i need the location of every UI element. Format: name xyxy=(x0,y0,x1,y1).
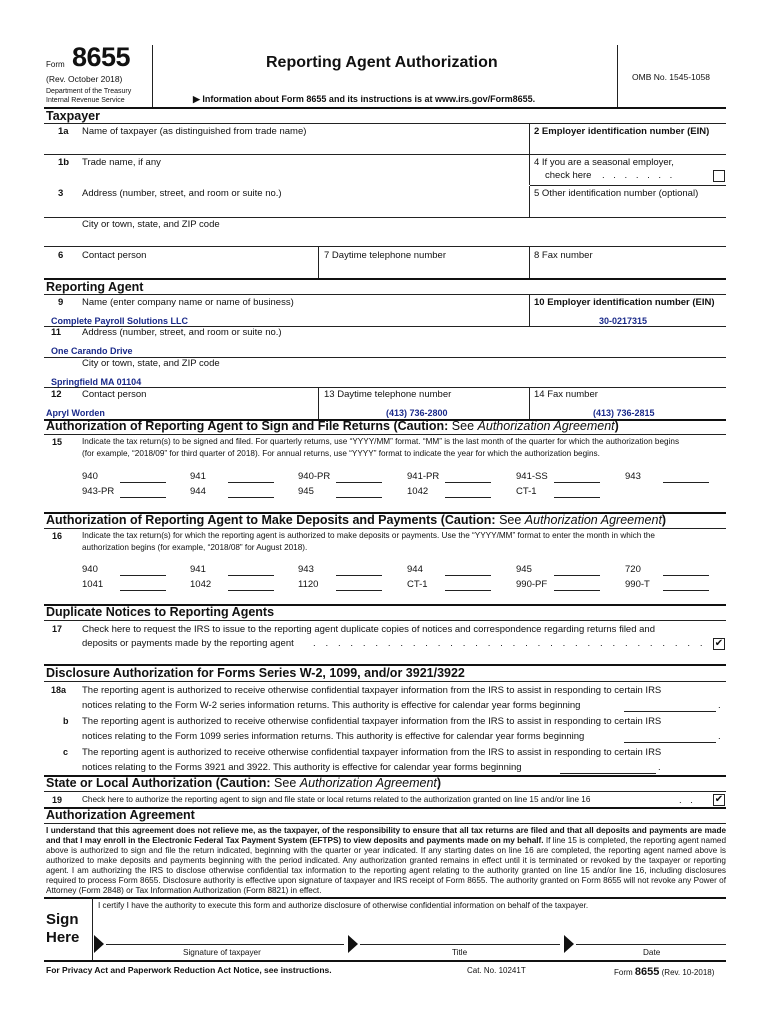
sign-file-heading xyxy=(46,419,619,433)
line15-form-label: 941-PR xyxy=(407,471,440,482)
rule xyxy=(44,387,726,388)
column-divider xyxy=(529,387,530,419)
rule xyxy=(44,246,726,247)
line15-date-field[interactable] xyxy=(554,482,600,483)
line15-date-field[interactable] xyxy=(120,482,166,483)
state-local-heading xyxy=(46,776,441,790)
header-divider-left xyxy=(152,45,153,107)
period: . xyxy=(658,762,661,773)
agreement-normal-text: If line 15 is completed, the reporting agent named above is authorized to sign and file the return indicated, beginning with the quarter or year indicated. If any starting dates on line 16 are completed, the reporting agent named above is authorized to make deposits and payments beginning with the period indicated. Any authorization granted remains in effect until it is terminated or revoked by the taxpayer or reporting agent. I am authorizing the IRS to disclose otherwise confidential tax information to the reporting agent relating to the authority granted on line 15 and/or line 16, including disclosures required to process Form 8655. Disclosure authority is effective upon signature of taxpayer and IRS receipt of Form 8655. The authority granted on Form 8655 will not revoke any Power of Attorney (Form 2848) or Tax Information Authorization (Form 8821) in effect. xyxy=(46,836,726,895)
line15-date-field[interactable] xyxy=(663,482,709,483)
caution-open: ( xyxy=(215,776,220,790)
line16-date-field[interactable] xyxy=(445,590,491,591)
caution-label: Caution: xyxy=(219,776,271,790)
other-id-field[interactable] xyxy=(534,200,724,216)
agent-ein-label: 10 Employer identification number (EIN) xyxy=(534,297,715,308)
line15-instructions-1: Indicate the tax return(s) to be signed and filed. For quarterly returns, use “YYYY/MM” format. “MM” is the last month of the quarter for which the authorization begins xyxy=(82,437,680,446)
line18b-text-1: The reporting agent is authorized to receive otherwise confidential taxpayer information from the IRS to assist in responding to certain IRS xyxy=(82,716,662,727)
line15-form-label: 940 xyxy=(82,471,98,482)
column-divider xyxy=(529,123,530,217)
period: . xyxy=(718,731,721,742)
column-divider xyxy=(529,294,530,326)
line16-form-label: CT-1 xyxy=(407,579,428,590)
arrow-icon xyxy=(564,935,574,953)
3921-begin-year-field[interactable] xyxy=(560,773,656,774)
footer-rule xyxy=(44,960,726,962)
agent-fax-label: 14 Fax number xyxy=(534,389,598,400)
rule xyxy=(44,123,726,124)
line16-date-field[interactable] xyxy=(663,590,709,591)
line15-form-label: 943-PR xyxy=(82,486,115,497)
agent-name-value[interactable]: Complete Payroll Solutions LLC xyxy=(51,316,189,326)
date-field[interactable] xyxy=(576,944,726,945)
rule xyxy=(530,185,726,186)
line18a-text-2: notices relating to the Form W-2 series information returns. This authority is effective for calendar year forms beginning xyxy=(82,700,581,711)
caution-open: ( xyxy=(440,513,445,527)
line16-form-label: 945 xyxy=(516,564,532,575)
line15-date-field[interactable] xyxy=(228,497,274,498)
caution-reference: Authorization Agreement xyxy=(524,513,662,527)
line-number: c xyxy=(63,747,69,757)
deposits-heading xyxy=(46,513,666,527)
line-number: 1a xyxy=(58,126,69,137)
line-number: 17 xyxy=(52,624,63,634)
line16-form-label: 990-PF xyxy=(516,579,548,590)
line15-date-field[interactable] xyxy=(228,482,274,483)
caution-close: ) xyxy=(436,776,442,790)
seasonal-employer-label: 4 If you are a seasonal employer, xyxy=(534,157,674,168)
line-number: 6 xyxy=(58,250,64,261)
w2-begin-year-field[interactable] xyxy=(624,711,716,712)
revision-date: (Rev. October 2018) xyxy=(46,74,123,84)
agent-fax-value[interactable]: (413) 736-2815 xyxy=(593,408,655,418)
line15-form-label: 941 xyxy=(190,471,206,482)
taxpayer-address-field[interactable] xyxy=(82,200,528,216)
caution-close: ) xyxy=(661,513,667,527)
seasonal-check-label: check here xyxy=(545,170,592,181)
line-number: 9 xyxy=(58,297,64,308)
column-divider xyxy=(318,246,319,278)
state-local-heading-text: State or Local Authorization xyxy=(46,776,213,790)
line15-form-label: 940-PR xyxy=(298,471,331,482)
leader-dots: . . . . . . . xyxy=(602,170,676,181)
rule xyxy=(44,434,726,435)
rule xyxy=(44,823,726,824)
leader-dots: . . xyxy=(679,795,696,806)
line-number: 19 xyxy=(52,795,63,805)
rule xyxy=(44,154,726,155)
line15-form-label: CT-1 xyxy=(516,486,537,497)
form-title: Reporting Agent Authorization xyxy=(266,54,498,71)
line16-date-field[interactable] xyxy=(120,590,166,591)
taxpayer-name-field[interactable] xyxy=(82,138,528,154)
line-number: 11 xyxy=(51,327,62,338)
rule xyxy=(44,294,726,295)
taxpayer-ein-field[interactable] xyxy=(534,138,724,154)
footer-revision: (Rev. 10-2018) xyxy=(661,968,715,977)
line-number: b xyxy=(63,716,69,726)
certify-text: I certify I have the authority to execute this form and authorize disclosure of otherwise confidential information on behalf of the taxpayer. xyxy=(98,901,589,910)
line16-date-field[interactable] xyxy=(228,590,274,591)
caution-label: Caution: xyxy=(397,419,449,433)
column-divider xyxy=(318,387,319,419)
line15-instructions-2: (for example, “2018/09” for third quarter of 2018). For annual returns, use “YYYY” format to indicate the year for which the authorization begins. xyxy=(82,449,600,458)
title-label: Title xyxy=(452,948,468,957)
header-divider-right xyxy=(617,45,618,107)
line16-date-field[interactable] xyxy=(554,590,600,591)
agent-address-value[interactable]: One Carando Drive xyxy=(51,346,133,356)
line16-date-field[interactable] xyxy=(228,575,274,576)
rule xyxy=(44,681,726,682)
sign-file-heading-text: Authorization of Reporting Agent to Sign and File Returns xyxy=(46,419,390,433)
line-number: 1b xyxy=(58,157,70,168)
line15-date-field[interactable] xyxy=(120,497,166,498)
agreement-heading: Authorization Agreement xyxy=(46,808,195,822)
rule xyxy=(44,620,726,621)
state-local-checkbox[interactable]: ✔ xyxy=(714,794,724,805)
agent-contact-value[interactable]: Apryl Worden xyxy=(46,408,105,418)
line15-form-label: 941-SS xyxy=(516,471,548,482)
line15-form-label: 943 xyxy=(625,471,641,482)
line16-instructions-2: authorization begins (for example, “2018/08” for August 2018). xyxy=(82,543,308,552)
line-number: 18a xyxy=(51,685,67,695)
taxpayer-address-label: Address (number, street, and room or suite no.) xyxy=(82,188,282,199)
line16-form-label: 1120 xyxy=(298,579,319,590)
agreement-bold-text: I understand that this agreement does not relieve me, as the taxpayer, of the responsibility to ensure that all tax returns are filed and that all deposits and payments are made and that I may enroll in the Electronic Federal Tax Payment System (EFTPS) to view deposits and payments made on my behalf. xyxy=(46,826,726,845)
line18c-text-1: The reporting agent is authorized to receive otherwise confidential taxpayer information from the IRS to assist in responding to certain IRS xyxy=(82,747,662,758)
duplicate-notices-heading: Duplicate Notices to Reporting Agents xyxy=(46,605,275,619)
irs-label: Internal Revenue Service xyxy=(46,97,125,104)
trade-name-field[interactable] xyxy=(82,170,528,184)
line16-date-field[interactable] xyxy=(336,575,382,576)
agent-phone-value[interactable]: (413) 736-2800 xyxy=(386,408,448,418)
line16-form-label: 944 xyxy=(407,564,423,575)
form-info-link[interactable]: ▶ Information about Form 8655 and its instructions is at www.irs.gov/Form8655. xyxy=(193,94,536,104)
line-number: 15 xyxy=(52,437,63,447)
line16-form-label: 941 xyxy=(190,564,206,575)
line15-form-label: 945 xyxy=(298,486,314,497)
line18b-text-2: notices relating to the Form 1099 series information returns. This authority is effective for calendar year forms beginning xyxy=(82,731,585,742)
line-number: 12 xyxy=(51,389,62,400)
caution-see: See xyxy=(274,776,297,790)
line15-date-field[interactable] xyxy=(445,482,491,483)
line16-date-field[interactable] xyxy=(336,590,382,591)
agreement-text xyxy=(46,826,726,896)
agent-address-label: Address (number, street, and room or suite no.) xyxy=(82,327,282,338)
caution-close: ) xyxy=(614,419,619,433)
taxpayer-contact-label: Contact person xyxy=(82,250,147,261)
footer-form-label xyxy=(614,966,714,978)
taxpayer-fax-field[interactable] xyxy=(534,262,724,277)
period: . xyxy=(718,700,721,711)
line16-form-label: 940 xyxy=(82,564,98,575)
line-number: 16 xyxy=(52,531,63,541)
sign-heading-2: Here xyxy=(46,929,80,946)
line16-date-field[interactable] xyxy=(120,575,166,576)
caution-reference: Authorization Agreement xyxy=(299,776,437,790)
taxpayer-city-field[interactable] xyxy=(82,231,722,246)
line15-form-label: 1042 xyxy=(407,486,429,497)
line18c-text-2: notices relating to the Forms 3921 and 3922. This authority is effective for calendar year forms beginning xyxy=(82,762,522,773)
line17-text-2: deposits or payments made by the reporting agent xyxy=(82,638,294,649)
taxpayer-fax-label: 8 Fax number xyxy=(534,250,593,261)
title-field[interactable] xyxy=(360,944,560,945)
agent-name-label: Name (enter company name or name of business) xyxy=(82,297,294,308)
leader-dots: . . . . . . . . . . . . . . . . . . . . . . . . . . . . . . . . xyxy=(313,638,707,649)
line15-date-field[interactable] xyxy=(554,497,600,498)
footer-form-number: 8655 xyxy=(634,966,660,978)
footer-form-word: Form xyxy=(614,968,633,977)
deposits-heading-text: Authorization of Reporting Agent to Make Deposits and Payments xyxy=(46,513,438,527)
reporting-agent-heading: Reporting Agent xyxy=(46,280,144,294)
column-divider xyxy=(529,246,530,278)
taxpayer-phone-field[interactable] xyxy=(324,262,527,277)
spacer xyxy=(44,185,530,186)
caution-see: See xyxy=(451,419,475,433)
line16-instructions-1: Indicate the tax return(s) for which the reporting agent is authorized to make deposits or payments. Use the “YYYY/MM” format to enter the month in which the xyxy=(82,531,655,540)
line17-text-1: Check here to request the IRS to issue to the reporting agent duplicate copies of notices and correspondence regarding returns filed and xyxy=(82,624,655,635)
line16-date-field[interactable] xyxy=(663,575,709,576)
rule xyxy=(44,528,726,529)
trade-name-label: Trade name, if any xyxy=(82,157,161,168)
rule xyxy=(44,217,726,218)
taxpayer-contact-field[interactable] xyxy=(82,262,316,277)
line16-date-field[interactable] xyxy=(554,575,600,576)
line15-form-label: 944 xyxy=(190,486,206,497)
line18a-text-1: The reporting agent is authorized to receive otherwise confidential taxpayer information from the IRS to assist in responding to certain IRS xyxy=(82,685,662,696)
caution-see: See xyxy=(499,513,522,527)
arrow-icon xyxy=(348,935,358,953)
section-rule xyxy=(44,897,726,899)
agent-phone-label: 13 Daytime telephone number xyxy=(324,389,452,400)
agent-city-label: City or town, state, and ZIP code xyxy=(82,358,220,369)
signature-label: Signature of taxpayer xyxy=(183,948,261,957)
arrow-icon xyxy=(94,935,104,953)
taxpayer-signature-field[interactable] xyxy=(106,944,344,945)
line19-text: Check here to authorize the reporting agent to sign and file state or local returns related to the authorization granted on line 15 and/or line 16 xyxy=(82,795,591,804)
line16-date-field[interactable] xyxy=(445,575,491,576)
line15-date-field[interactable] xyxy=(336,497,382,498)
catalog-number: Cat. No. 10241T xyxy=(467,966,526,975)
taxpayer-heading: Taxpayer xyxy=(46,109,100,123)
privacy-notice: For Privacy Act and Paperwork Reduction Act Notice, see instructions. xyxy=(46,965,332,975)
line16-form-label: 943 xyxy=(298,564,314,575)
omb-number: OMB No. 1545-1058 xyxy=(632,72,710,82)
rule xyxy=(44,791,726,792)
taxpayer-city-label: City or town, state, and ZIP code xyxy=(82,219,220,230)
agent-contact-label: Contact person xyxy=(82,389,147,400)
section-rule xyxy=(44,278,726,280)
1099-begin-year-field[interactable] xyxy=(624,742,716,743)
taxpayer-ein-label: 2 Employer identification number (EIN) xyxy=(534,126,710,137)
form-label: Form xyxy=(46,60,65,69)
duplicate-notices-checkbox[interactable]: ✔ xyxy=(714,638,724,649)
caution-reference: Authorization Agreement xyxy=(477,419,615,433)
date-label: Date xyxy=(643,948,661,957)
sign-heading-1: Sign xyxy=(46,911,79,928)
line16-form-label: 720 xyxy=(625,564,641,575)
line15-date-field[interactable] xyxy=(445,497,491,498)
other-id-label: 5 Other identification number (optional) xyxy=(534,188,699,199)
seasonal-employer-checkbox[interactable] xyxy=(713,170,725,182)
header-rule xyxy=(44,107,726,109)
department-label: Department of the Treasury xyxy=(46,88,132,95)
agent-city-value[interactable]: Springfield MA 01104 xyxy=(51,377,142,387)
taxpayer-phone-label: 7 Daytime telephone number xyxy=(324,250,446,261)
line-number: 3 xyxy=(58,188,64,199)
line15-date-field[interactable] xyxy=(336,482,382,483)
caution-label: Caution: xyxy=(444,513,496,527)
sign-divider xyxy=(92,898,93,960)
line16-form-label: 1041 xyxy=(82,579,104,590)
taxpayer-name-label: Name of taxpayer (as distinguished from trade name) xyxy=(82,126,307,137)
line16-form-label: 1042 xyxy=(190,579,212,590)
caution-open: ( xyxy=(393,419,398,433)
agent-ein-value[interactable]: 30-0217315 xyxy=(599,316,648,326)
form-number: 8655 xyxy=(72,42,131,72)
disclosure-heading: Disclosure Authorization for Forms Series W-2, 1099, and/or 3921/3922 xyxy=(46,666,465,680)
line16-form-label: 990-T xyxy=(625,579,650,590)
